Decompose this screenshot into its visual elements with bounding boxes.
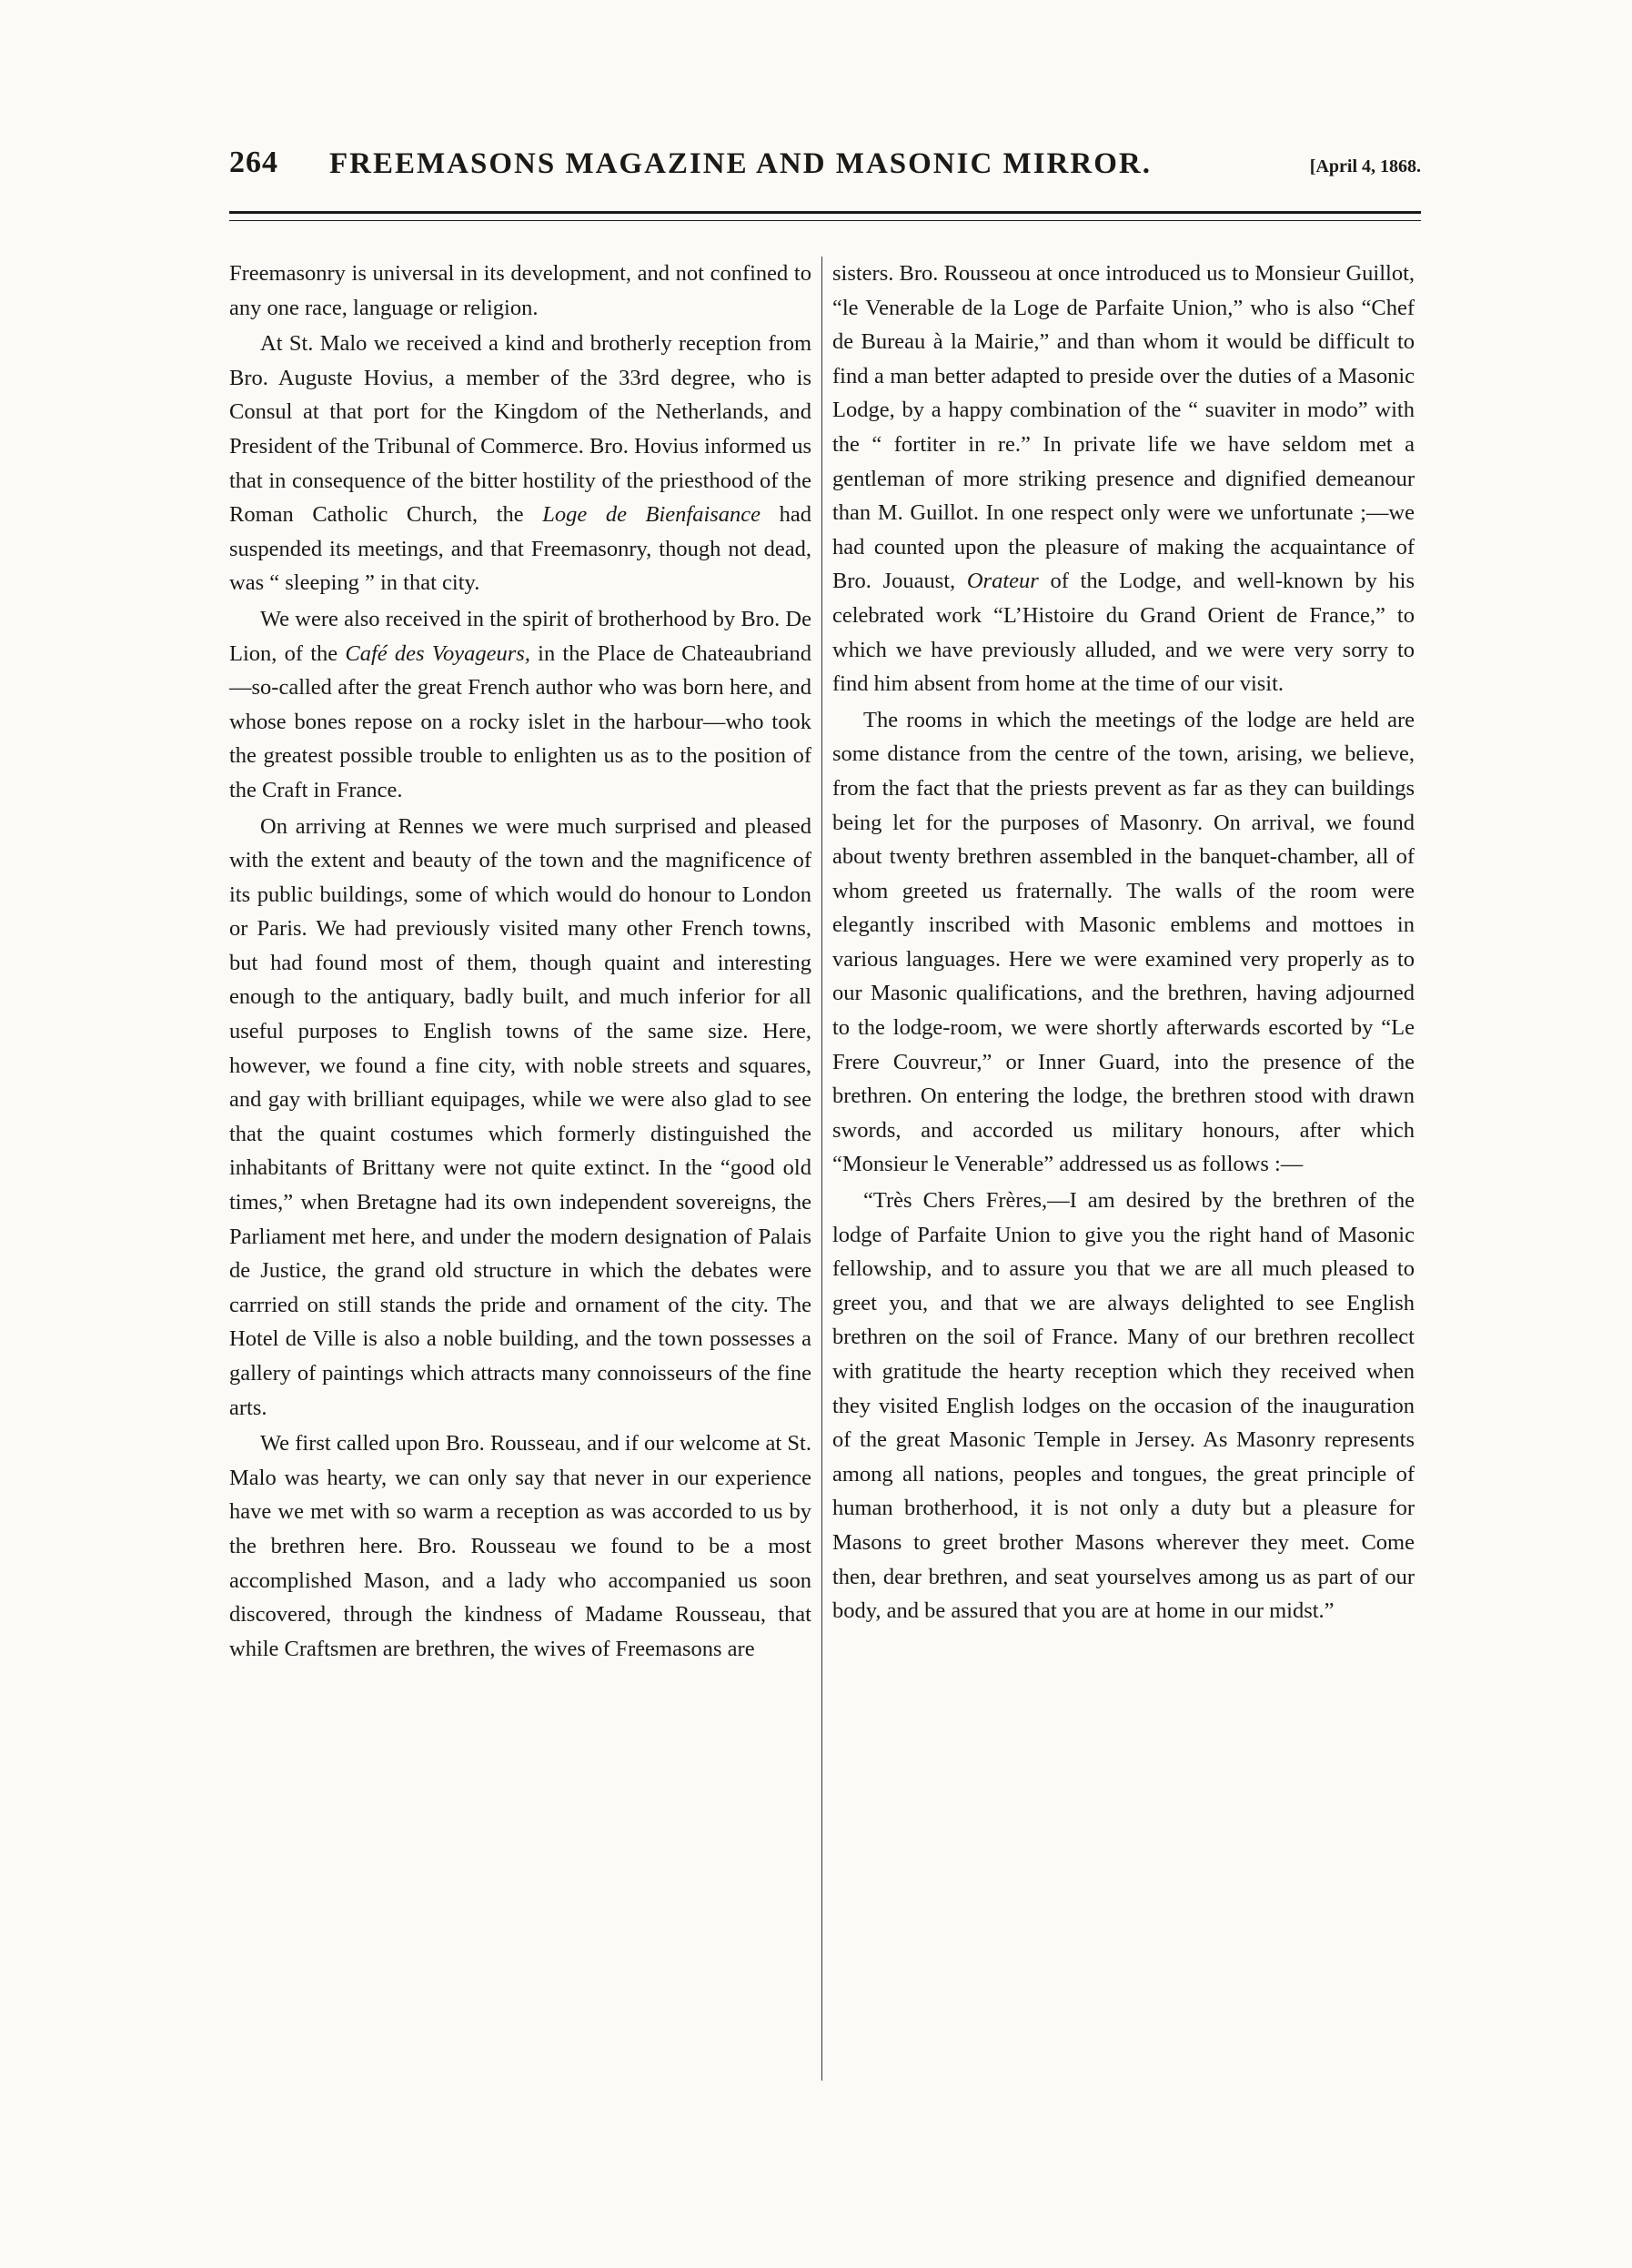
italic-text: Orateur — [966, 569, 1039, 594]
paragraph-text: sisters. Bro. Rousseou at once introduced us to Monsieur Guillot, “le Venerable de la Loge de Parfaite Union,” who is also “Chef de Bureau à la Mairie,” and than whom it would be difficult to find a man better adapted to preside over the duties of a Masonic Lodge, by a happy combination of the “ suaviter in modo” with the “ fortiter in re.” In private life we have seldom met a gentleman of more striking presence and dignified demeanour than M. Guillot. In one respect only were we unfortunate ;—we had counted upon the pleasure of making the acquaintance of Bro. Jouaust, — [832, 261, 1415, 594]
column-divider — [821, 257, 822, 2081]
paragraph: Freemasonry is universal in its development, and not confined to any one race, language or religion. — [229, 261, 811, 320]
paragraph: On arriving at Rennes we were much surprised and pleased with the extent and beauty of the town and the magnificence of its public buildings, some of which would do honour to London or Paris. We had previously visited many other French towns, but had found most of them, though quaint and interesting enough to the antiquary, badly built, and much inferior for all useful purposes to English towns of the same size. Here, however, we found a fine city, with noble streets and squares, and gay with brilliant equipages, while we were also glad to see that the quaint costumes which formerly distinguished the inhabitants of Brittany were not quite extinct. In the “good old times,” when Bretagne had its own independent sovereigns, the Parliament met here, and under the modern designation of Palais de Justice, the grand old structure in which the debates were carrried on still stands the pride and ornament of the city. The Hotel de Ville is also a noble building, and the town possesses a gallery of paintings which attracts many connoisseurs of the fine arts. — [229, 813, 811, 1420]
italic-text: Café des Voyageurs, — [345, 640, 530, 666]
paragraph — [832, 257, 1415, 701]
header-rule-thick — [229, 211, 1421, 214]
paragraph-text: At St. Malo we received a kind and brotherly reception from Bro. Auguste Hovius, a member of the 33rd degree, who is Consul at that port for the Kingdom of the Netherlands, and President of the Tribunal of Commerce. Bro. Hovius informed us that in consequence of the bitter hostility of the priesthood of the Roman Catholic Church, the — [229, 331, 811, 528]
left-column — [229, 257, 811, 1666]
right-column — [832, 257, 1415, 1628]
italic-text: Loge de Bienfaisance — [542, 502, 761, 528]
paragraph-text: had suspended its meetings, and that Freemasonry, though not dead, was “ sleeping ” in that city. — [229, 502, 812, 596]
paragraph-text: of the Lodge, and well-known by his celebrated work “L’Histoire du Grand Orient de France,” to which we have previously alluded, and we were very sorry to find him absent from home at the time of our visit. — [832, 569, 1415, 697]
page-header — [229, 146, 1421, 191]
paragraph-text: We were also received in the spirit of brotherhood by Bro. De Lion, of the — [229, 606, 811, 666]
paragraph: “Très Chers Frères,—I am desired by the brethren of the lodge of Parfaite Union to give you the right hand of Masonic fellowship, and to assure you that we are all much pleased to greet you, and that we are always delighted to see English brethren on the soil of France. Many of our brethren recollect with gratitude the hearty reception which they received when they visited English lodges on the occasion of the inauguration of the great Masonic Temple in Jersey. As Masonry represents among all nations, peoples and tongues, the great principle of human brotherhood, it is not only a duty but a pleasure for Masons to greet brother Masons wherever they meet. Come then, dear brethren, and seat yourselves among us as part of our body, and be assured that you are at home in our midst.” — [832, 1188, 1415, 1624]
paragraph — [229, 327, 811, 600]
paragraph — [229, 602, 811, 808]
page-number: 264 — [229, 146, 278, 179]
paragraph-text: in the Place de Chateaubriand—so-called after the great French author who was born here, and whose bones repose on a rocky islet in the harbour—who took the greatest possible trouble to enlighten us as to the position of the Craft in France. — [229, 640, 812, 802]
paragraph: We first called upon Bro. Rousseau, and if our welcome at St. Malo was hearty, we can only say that never in our experience have we met with so warm a reception as was accorded to us by the brethren here. Bro. Rousseau we found to be a most accomplished Mason, and a lady who accompanied us soon discovered, through the kindness of Madame Rousseau, that while Craftsmen are brethren, the wives of Freemasons are — [229, 1431, 811, 1661]
header-rule-thin — [229, 220, 1421, 221]
issue-date: [April 4, 1868. — [1309, 156, 1421, 176]
running-title: FREEMASONS MAGAZINE AND MASONIC MIRROR. — [329, 147, 1152, 180]
paragraph: The rooms in which the meetings of the lodge are held are some distance from the centre of the town, arising, we believe, from the fact that the priests prevent as far as they can buildings being let for the purposes of Masonry. On arrival, we found about twenty brethren assembled in the banquet-chamber, all of whom greeted us fraternally. The walls of the room were elegantly inscribed with Masonic emblems and mottoes in various languages. Here we were examined very properly as to our Masonic qualifications, and the brethren, having adjourned to the lodge-room, we were shortly afterwards escorted by “Le Frere Couvreur,” or Inner Guard, into the presence of the brethren. On entering the lodge, the brethren stood with drawn swords, and accorded us military honours, after which “Monsieur le Venerable” addressed us as follows :— — [832, 707, 1415, 1177]
